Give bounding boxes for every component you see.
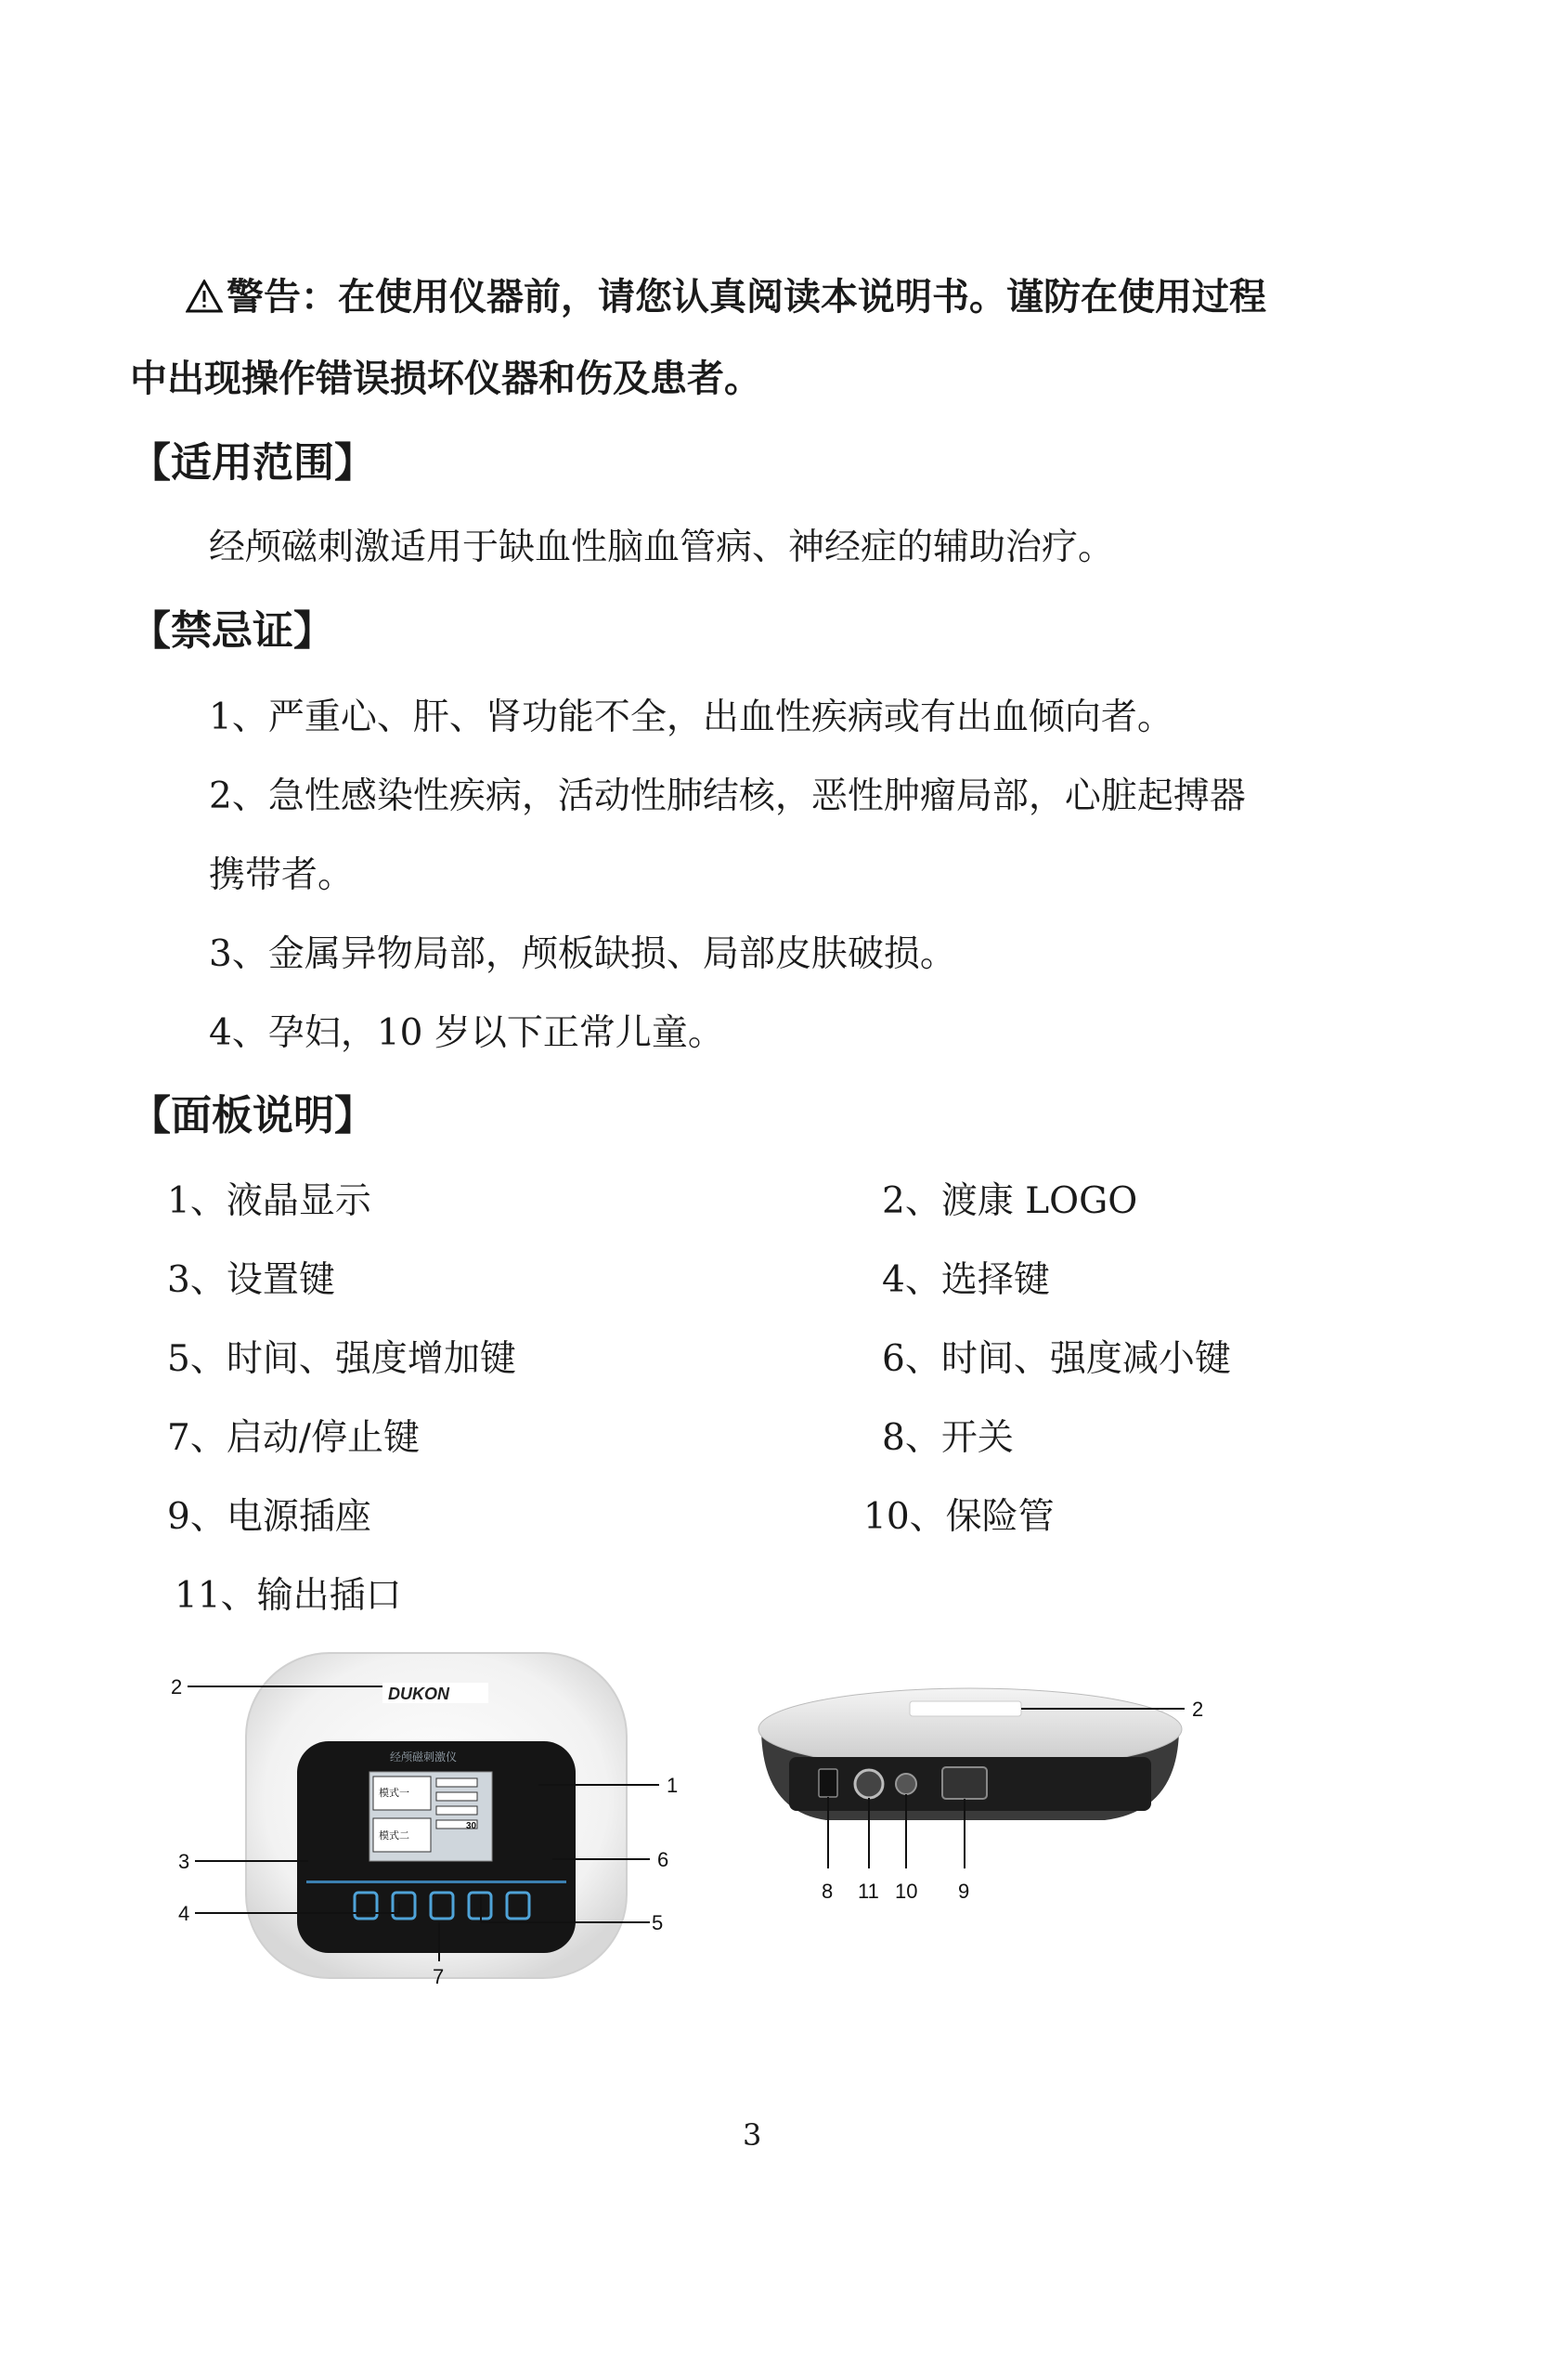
page-number: 3: [743, 2117, 762, 2153]
panel-item: 1、液晶显示: [167, 1180, 371, 1222]
panel-item: 4、选择键: [882, 1259, 1050, 1301]
contraindication-item: 2、急性感染性疾病，活动性肺结核，恶性肿瘤局部，心脏起搏器: [209, 775, 1246, 817]
panel-item: 5、时间、强度增加键: [167, 1338, 516, 1380]
contraindication-item: 3、金属异物局部，颅板缺损、局部皮肤破损。: [209, 933, 956, 975]
svg-text:DUKON: DUKON: [388, 1685, 449, 1703]
output-port[interactable]: [855, 1770, 883, 1798]
callout-5: 5: [652, 1911, 664, 1934]
callout-2: 2: [171, 1675, 183, 1699]
power-switch[interactable]: [819, 1769, 837, 1797]
warning-line-2: 中出现操作错误损坏仪器和伤及患者。: [130, 358, 761, 400]
section-title-contraindications: 【禁忌证】: [130, 607, 334, 655]
panel-item: 3、设置键: [167, 1259, 335, 1301]
screen-value: 30: [466, 1821, 477, 1831]
callout-3: 3: [178, 1850, 190, 1873]
device-front-figure: [167, 1644, 706, 2015]
top-logo: [910, 1701, 1021, 1716]
screen-mode-2: 模式二: [379, 1830, 409, 1842]
callout-2: 2: [1192, 1698, 1204, 1721]
panel-item: 10、保险管: [863, 1496, 1055, 1538]
callout-1: 1: [667, 1774, 679, 1797]
contraindication-item: 4、孕妇，10 岁以下正常儿童。: [209, 1012, 724, 1054]
callout-11: 11: [858, 1880, 879, 1903]
panel-item: 6、时间、强度减小键: [882, 1338, 1231, 1380]
screen-title: 经颅磁刺激仪: [390, 1751, 458, 1764]
callout-4: 4: [178, 1902, 190, 1925]
panel-item: 11、输出插口: [175, 1575, 402, 1617]
callout-9: 9: [958, 1880, 970, 1903]
section-title-panel: 【面板说明】: [130, 1092, 375, 1139]
device-back-figure: [743, 1672, 1263, 1932]
panel-item: 7、启动/停止键: [167, 1417, 420, 1459]
lcd-display: [369, 1772, 492, 1861]
callout-10: 10: [895, 1880, 918, 1903]
screen-mode-1: 模式一: [379, 1788, 409, 1799]
panel-item: 9、电源插座: [167, 1496, 371, 1538]
warning-triangle-icon: [186, 280, 223, 313]
callout-7: 7: [433, 1965, 445, 1988]
contraindication-item-continued: 携带者。: [209, 854, 355, 896]
warning-line-1: [186, 267, 1266, 320]
callout-8: 8: [822, 1880, 834, 1903]
panel-item: 8、开关: [882, 1417, 1014, 1459]
power-socket[interactable]: [942, 1767, 987, 1799]
fuse-holder[interactable]: [896, 1774, 916, 1794]
warning-text-1: 警告：在使用仪器前，请您认真阅读本说明书。谨防在使用过程: [227, 276, 1266, 319]
scope-text: 经颅磁刺激适用于缺血性脑血管病、神经症的辅助治疗。: [209, 527, 1115, 568]
section-title-scope: 【适用范围】: [130, 439, 375, 487]
contraindication-item: 1、严重心、肝、肾功能不全，出血性疾病或有出血倾向者。: [209, 696, 1173, 738]
brand-logo: [382, 1683, 488, 1703]
callout-6: 6: [657, 1848, 669, 1871]
panel-item: 2、渡康 LOGO: [882, 1180, 1138, 1222]
